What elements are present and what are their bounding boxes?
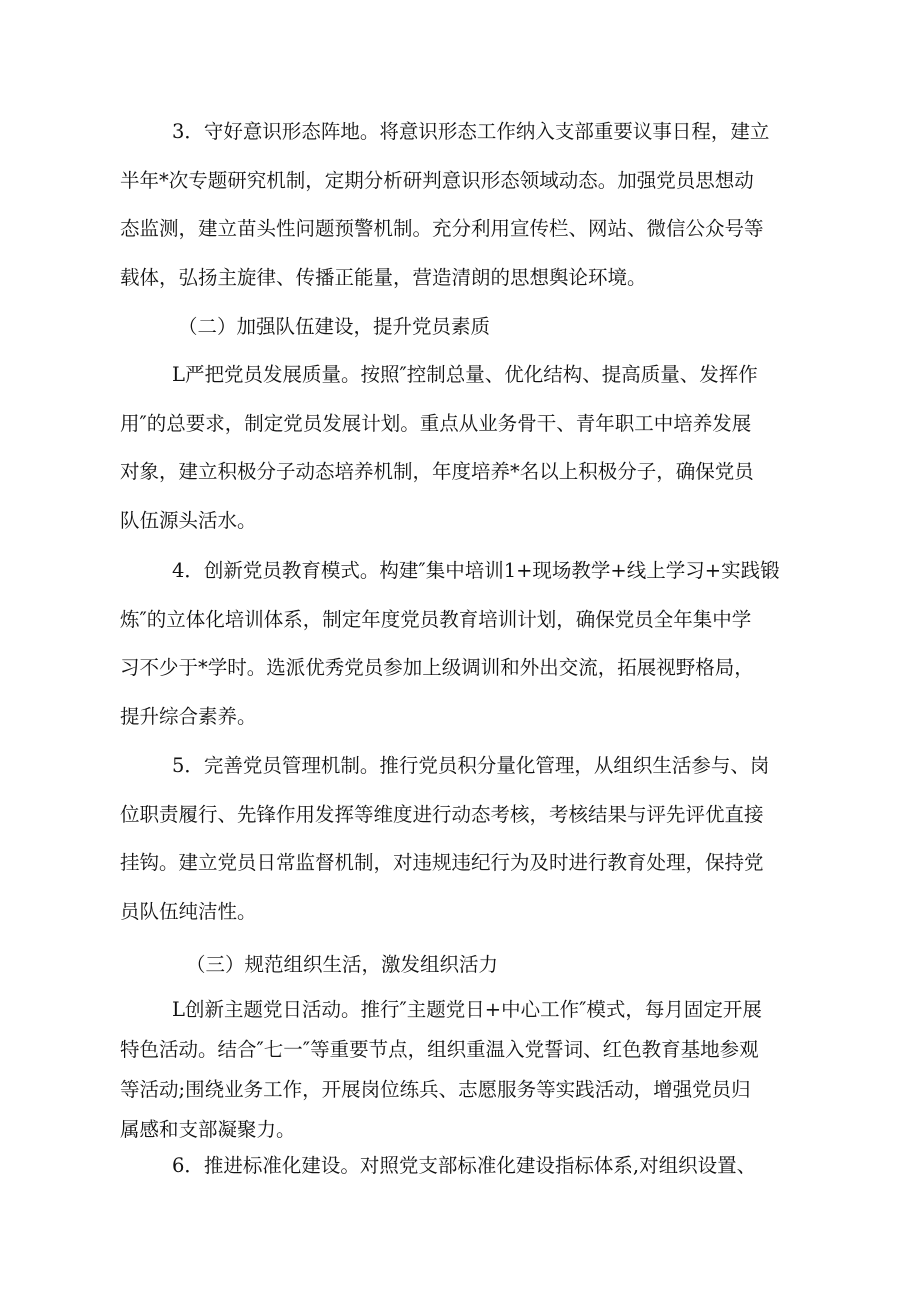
paragraph-line: 炼″的立体化培训体系，制定年度党员教育培训计划，确保党员全年集中学 [120,607,752,631]
paragraph-line: 习不少于*学时。选派优秀党员参加上级调训和外出交流，拓展视野格局， [120,656,754,679]
paragraph-line: 半年*次专题研究机制，定期分析研判意识形态领域动态。加强党员思想动 [120,168,754,192]
section-heading: （二）加强队伍建设，提升党员素质 [178,315,491,338]
paragraph-line: 属感和支部凝聚力。 [120,1118,296,1141]
paragraph-line: 3．守好意识形态阵地。将意识形态工作纳入支部重要议事日程，建立 [172,120,770,143]
paragraph-line: 队伍源头活水。 [120,508,257,532]
paragraph-line: 5．完善党员管理机制。推行党员积分量化管理，从组织生活参与、岗 [172,754,770,777]
paragraph-education-model [120,547,800,741]
section-heading: （三）规范组织生活，激发组织活力 [186,953,499,976]
paragraph-standardization [120,1142,800,1191]
paragraph-line: 等活动;围绕业务工作，开展岗位练兵、志愿服务等实践活动，增强党员归 [120,1078,751,1101]
paragraph-theme-day [120,990,800,1150]
paragraph-member-development [120,351,800,545]
paragraph-management-mechanism [120,742,800,936]
paragraph-line: 对象，建立积极分子动态培养机制，年度培养*名以上积极分子，确保党员 [120,460,754,483]
paragraph-line: 6．推进标准化建设。对照党支部标准化建设指标体系,对组织设置、 [172,1154,757,1177]
paragraph-line: L严把党员发展质量。按照″控制总量、优化结构、提高质量、发挥作 [172,363,758,386]
paragraph-line: L创新主题党日活动。推行″主题党日+中心工作″模式，每月固定开展 [172,998,762,1021]
paragraph-ideology [120,108,800,302]
paragraph-line: 特色活动。结合″七一″等重要节点，组织重温入党誓词、红色教育基地参观 [120,1038,759,1061]
paragraph-line: 挂钩。建立党员日常监督机制，对违规违纪行为及时进行教育处理，保持党 [120,851,764,874]
paragraph-line: 态监测，建立苗头性问题预警机制。充分利用宣传栏、网站、微信公众号等 [120,217,764,240]
paragraph-line: 位职责履行、先锋作用发挥等维度进行动态考核，考核结果与评先评优直接 [120,802,764,826]
paragraph-line: 提升综合素养。 [120,704,257,728]
paragraph-line: 载体，弘扬主旋律、传播正能量，营造清朗的思想舆论环境。 [120,265,647,289]
paragraph-line: 用″的总要求，制定党员发展计划。重点从业务骨干、青年职工中培养发展 [120,411,752,435]
paragraph-line: 4．创新党员教育模式。构建″集中培训1+现场教学+线上学习+实践锻 [172,559,780,582]
paragraph-line: 员队伍纯洁性。 [120,899,257,923]
